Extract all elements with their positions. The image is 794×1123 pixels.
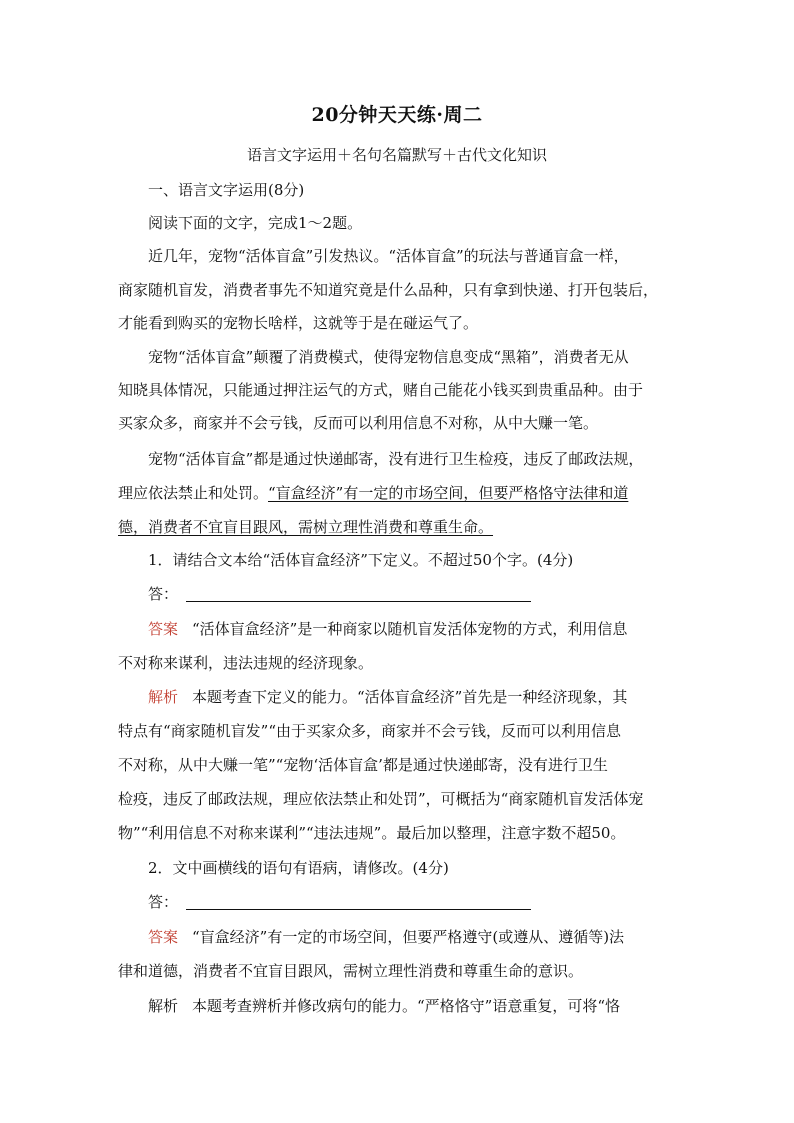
passage-line: 买家众多，商家并不会亏钱，反而可以利用信息不对称，从中大赚一笔。 [118, 414, 599, 432]
q2-analysis-line [148, 996, 688, 1016]
q1-analysis-line [148, 687, 688, 707]
underlined-sentence: 德，消费者不宜盲目跟风，需树立理性消费和尊重生命。 [118, 518, 494, 536]
answer-label: 答案 [148, 620, 179, 638]
answer-label: 答案 [148, 928, 179, 946]
q1-analysis-line: 检疫，违反了邮政法规，理应依法禁止和处罚”，可概括为“商家随机盲发活体宠 [118, 790, 644, 808]
instruction-text: 阅读下面的文字，完成1～2题。 [148, 214, 363, 232]
q1-analysis-line: 特点有“商家随机盲发”“由于买家众多，商家并不会亏钱，反而可以利用信息 [118, 722, 622, 740]
analysis-label: 解析 [148, 997, 179, 1015]
page-subtitle: 语言文字运用＋名句名篇默写＋古代文化知识 [246, 146, 547, 164]
q2-answer-line [148, 927, 688, 947]
answer-blank-1[interactable] [186, 589, 531, 602]
answer-line-1 [148, 584, 688, 604]
analysis-label: 解析 [148, 688, 179, 706]
underlined-sentence: “盲盒经济”有一定的市场空间，但要严格恪守法律和道 [268, 484, 629, 502]
passage-text: 理应依法禁止和处罚。 [118, 484, 269, 502]
analysis-text: 本题考查下定义的能力。“活体盲盒经济”首先是一种经济现象，其 [192, 688, 628, 706]
analysis-text: 本题考查辨析并修改病句的能力。“严格恪守”语意重复，可将“恪 [192, 997, 621, 1015]
q2-answer-line: 律和道德，消费者不宜盲目跟风，需树立理性消费和尊重生命的意识。 [118, 962, 584, 980]
passage-line [118, 517, 688, 537]
question-1: 1．请结合文本给“活体盲盒经济”下定义。不超过50个字。(4分) [148, 551, 574, 569]
passage-line: 知晓具体情况，只能通过押注运气的方式，赌自己能花小钱买到贵重品种。由于 [118, 381, 644, 399]
section-heading: 一、语言文字运用(8分) [148, 181, 305, 199]
answer-text: “盲盒经济”有一定的市场空间，但要严格遵守(或遵从、遵循等)法 [192, 928, 625, 946]
passage-line: 近几年，宠物“活体盲盒”引发热议。“活体盲盒”的玩法与普通盲盒一样， [148, 247, 629, 265]
passage-line: 才能看到购买的宠物长啥样，这就等于是在碰运气了。 [118, 314, 479, 332]
page-title: 20分钟天天练·周二 [311, 104, 483, 126]
passage-line: 商家随机盲发，消费者事先不知道究竟是什么品种，只有拿到快递、打开包装后， [118, 281, 659, 299]
answer-blank-2[interactable] [186, 897, 531, 910]
passage-line: 宠物“活体盲盒”颠覆了消费模式，使得宠物信息变成“黑箱”，消费者无从 [148, 348, 629, 366]
question-2: 2．文中画横线的语句有语病，请修改。(4分) [148, 859, 449, 877]
q1-analysis-line: 物”“利用信息不对称来谋利”“违法违规”。最后加以整理，注意字数不超50。 [118, 824, 626, 842]
q1-answer-line: 不对称来谋利，违法违规的经济现象。 [118, 654, 374, 672]
answer-line-2 [148, 892, 688, 912]
q1-answer-line [148, 619, 688, 639]
q1-analysis-line: 不对称，从中大赚一笔”“宠物‘活体盲盒’都是通过快递邮寄，没有进行卫生 [118, 756, 608, 774]
passage-line: 宠物“活体盲盒”都是通过快递邮寄，没有进行卫生检疫，违反了邮政法规， [148, 450, 644, 468]
answer-prefix: 答： [148, 585, 179, 603]
passage-line [118, 483, 688, 503]
answer-text: “活体盲盒经济”是一种商家以随机盲发活体宠物的方式，利用信息 [192, 620, 628, 638]
answer-prefix: 答： [148, 893, 179, 911]
